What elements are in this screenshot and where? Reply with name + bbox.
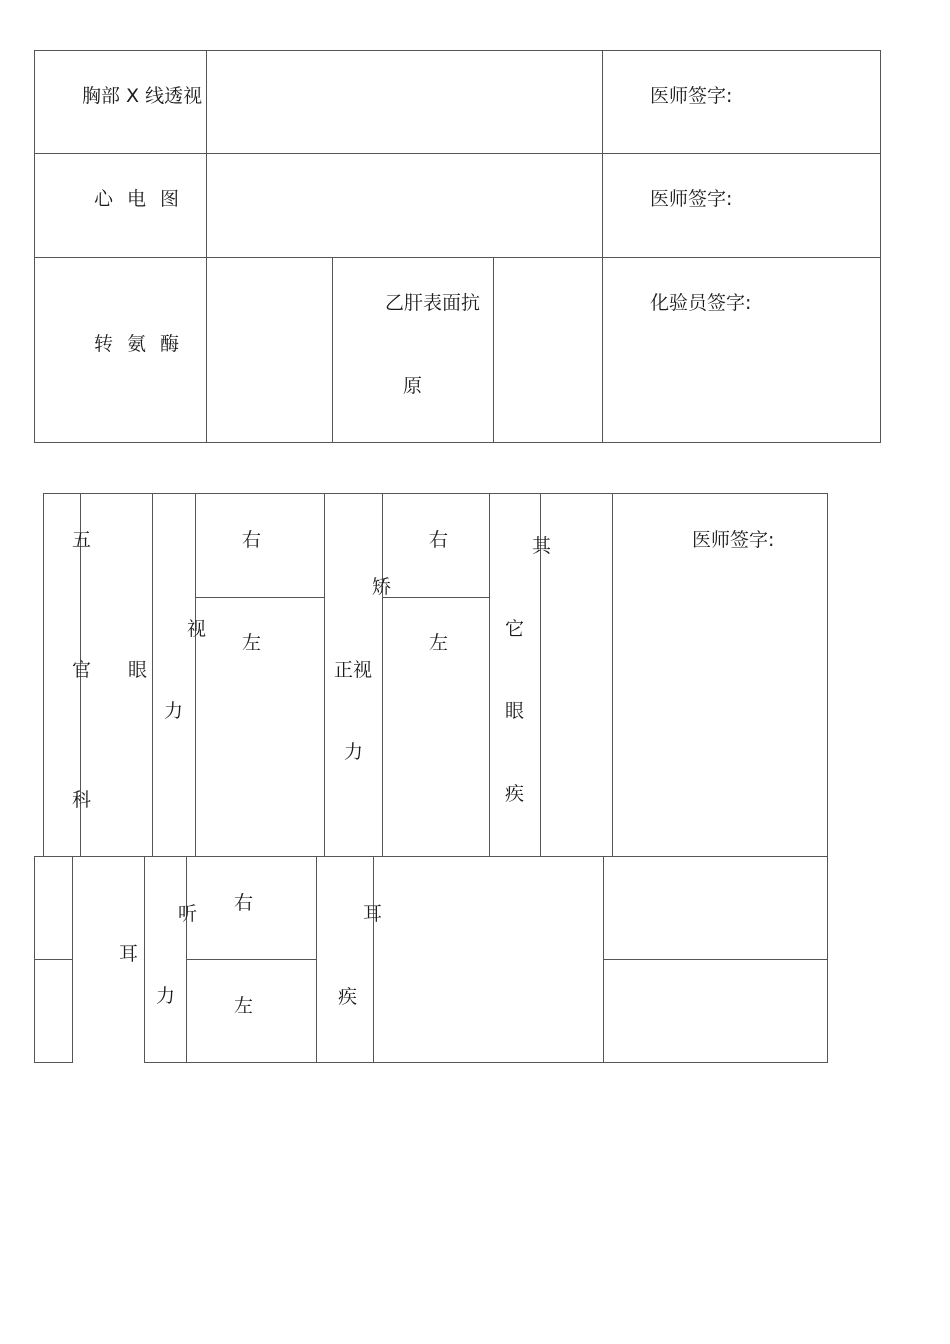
table1-row-divider <box>34 257 881 258</box>
chest-xray-label: 胸部 X 线透视 <box>82 85 203 107</box>
eye-col-divider <box>152 493 153 857</box>
alt-label: 转氨酶 <box>94 333 194 355</box>
ear-col-divider <box>373 856 374 1063</box>
other-eye-disease-ji: 疾 <box>505 783 525 805</box>
ecg-label: 心电图 <box>94 188 194 210</box>
corrected-vision-li: 力 <box>344 741 364 763</box>
vision-row-divider <box>195 597 325 598</box>
eye-col-divider <box>324 493 325 857</box>
other-eye-disease-yan: 眼 <box>505 700 525 722</box>
eye-col-divider <box>195 493 196 857</box>
ear-col-divider <box>603 856 604 1063</box>
vision-right-label: 右 <box>242 529 262 551</box>
hearing-li: 力 <box>156 985 176 1007</box>
table2-border-top <box>43 493 828 494</box>
vision-left-label: 左 <box>242 632 262 654</box>
corrected-vision-zhengshi: 正视 <box>334 659 373 681</box>
hearing-right-label: 右 <box>234 892 254 914</box>
ear-disease-er: 耳 <box>363 903 383 925</box>
lab-technician-signature-label: 化验员签字: <box>650 292 752 314</box>
corrected-vision-left-label: 左 <box>429 632 449 654</box>
table1-col-divider <box>602 50 603 443</box>
ear-sign-row-divider <box>603 959 828 960</box>
table1-border-top <box>34 50 881 51</box>
facial-features-guan: 官 <box>72 659 92 681</box>
table2-middle-divider <box>34 856 828 857</box>
vision-li: 力 <box>164 700 184 722</box>
eye-doctor-signature-label: 医师签字: <box>692 529 775 551</box>
facial-features-wu: 五 <box>72 529 92 551</box>
table2-border-bottom <box>144 1062 828 1063</box>
table1-col-divider <box>206 50 207 443</box>
eye-col-divider <box>382 493 383 857</box>
hearing-row-divider <box>187 959 317 960</box>
hbsag-label-line1: 乙肝表面抗 <box>385 292 481 314</box>
table2-border-left <box>43 493 44 857</box>
hearing-left-label: 左 <box>234 995 254 1017</box>
facial-features-ke: 科 <box>72 789 92 811</box>
table2-border-bottom <box>34 1062 73 1063</box>
eye-col-divider <box>489 493 490 857</box>
table1-row-divider <box>34 153 881 154</box>
eye-col-divider <box>612 493 613 857</box>
table1-border-bottom <box>34 442 881 443</box>
eye-label: 眼 <box>128 659 148 681</box>
ear-side-row-divider <box>34 959 73 960</box>
table1-border-left <box>34 50 35 443</box>
vision-shi: 视 <box>187 618 207 640</box>
corrected-vision-jiao: 矫 <box>372 576 392 598</box>
ear-disease-ji: 疾 <box>338 986 358 1008</box>
hearing-ting: 听 <box>178 903 198 925</box>
other-eye-disease-qi: 其 <box>532 535 552 557</box>
ear-col-divider <box>72 856 73 1063</box>
corrected-vision-row-divider <box>382 597 490 598</box>
table1-col-divider <box>332 257 333 443</box>
ecg-doctor-signature-label: 医师签字: <box>650 188 733 210</box>
corrected-vision-right-label: 右 <box>429 529 449 551</box>
ear-col-divider <box>316 856 317 1063</box>
ear-col-divider <box>144 856 145 1063</box>
other-eye-disease-ta: 它 <box>505 618 525 640</box>
ear-col-divider <box>186 856 187 1063</box>
chest-doctor-signature-label: 医师签字: <box>650 85 733 107</box>
table1-border-right <box>880 50 881 443</box>
table1-col-divider <box>493 257 494 443</box>
ear-label: 耳 <box>119 943 139 965</box>
table2-border-right <box>827 493 828 1063</box>
ear-col-divider <box>34 856 35 1063</box>
hbsag-label-line2: 原 <box>403 375 423 397</box>
